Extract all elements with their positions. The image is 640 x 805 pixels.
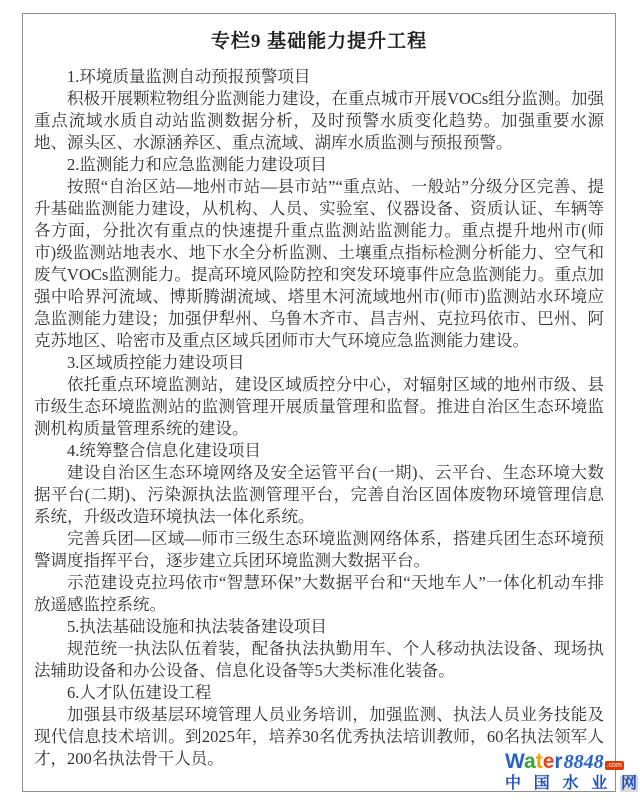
section-2-heading: 2.监测能力和应急监测能力建设项目: [67, 155, 327, 174]
watermark-brand-row: [505, 751, 638, 772]
section-6-heading: 6.人才队伍建设工程: [67, 683, 212, 702]
section-3-heading: 3.区域质控能力建设项目: [67, 353, 245, 372]
site-name-chinese: [505, 776, 638, 792]
section-4-paragraph-3: 示范建设克拉玛依市“智慧环保”大数据平台和“天地车人”一体化机动车排放遥感监控系统。: [34, 573, 604, 614]
site-name-char: 中: [505, 775, 522, 792]
section-5-paragraph: 规范统一执法队伍着装，配备执法执勤用车、个人移动执法设备、现场执法辅助设备和办公设备、信息化设备等5大类标准化装备。: [34, 639, 604, 680]
section-4-paragraph-1: 建设自治区生态环境网络及安全运管平台(一期)、云平台、生态环境大数据平台(二期)、污染源执法监测管理平台，完善自治区固体废物环境管理信息系统，升级改造环境执法一体化系统。: [34, 463, 604, 526]
water8848-domain-badge: .com: [606, 762, 622, 769]
section-4-paragraph-2: 完善兵团—区域—师市三级生态环境监测网络体系，搭建兵团生态环境预警调度指挥平台，逐步建立兵团环境监测大数据平台。: [34, 529, 604, 570]
page-title: 专栏9 基础能力提升工程: [210, 31, 428, 52]
water-letter: t: [535, 750, 543, 773]
document-body: [34, 66, 604, 773]
section-6-paragraph: 加强县市级基层环境管理人员业务培训，加强监测、执法人员业务技能及现代信息技术培训。到2025年，培养30名优秀执法培训教师，60名执法领军人才，200名执法骨干人员。: [34, 705, 604, 768]
watermark-logo: [505, 751, 638, 792]
water8848-number: 8848: [563, 751, 604, 773]
section-5-heading: 5.执法基础设施和执法装备建设项目: [67, 617, 327, 636]
section-1-paragraph: 积极开展颗粒物组分监测能力建设，在重点城市开展VOCs组分监测。加强重点流域水质自动站监测数据分析，及时预警水质变化趋势。加强重要水源地、源头区、水源涵养区、重点流域、湖库水质监测与预报预警。: [34, 89, 604, 152]
section-4-heading: 4.统筹整合信息化建设项目: [67, 441, 261, 460]
water8848-wordmark: [505, 751, 563, 772]
column-box-frame: [22, 13, 616, 792]
water-letter: a: [524, 750, 536, 773]
section-1-heading: 1.环境质量监测自动预报预警项目: [67, 67, 311, 86]
site-name-char: 国: [533, 775, 550, 792]
site-name-char: 水: [562, 775, 579, 792]
site-name-char: 业: [591, 775, 608, 792]
water-letter: e: [542, 750, 555, 773]
section-3-paragraph: 依托重点环境监测站，建设区域质控分中心，对辐射区域的地州市级、县市级生态环境监测站的监测管理开展质量管理和监督。推进自治区生态环境监测机构质量管理系统的建设。: [34, 375, 604, 438]
water-letter: W: [505, 750, 525, 773]
site-name-char: 网: [620, 775, 637, 792]
section-2-paragraph: 按照“自治区站—地州市站—县市站”“重点站、一般站”分级分区完善、提升基础监测能力建设，从机构、人员、实验室、仪器设备、资质认证、车辆等各方面，分批次有重点的快速提升重点监测站监测能力。重点提升地州市(师市)级监测站地表水、地下水全分析监测、土壤重点指标检测分析能力、空气和废气VOCs监测能力。提高环境风险防控和突发环境事件应急监测能力。重点加强中哈界河流域、博斯腾湖流域、塔里木河流域地州市(师市)监测站水环境应急监测能力建设；加强伊犁州、乌鲁木齐市、昌吉州、克拉玛依市、巴州、阿克苏地区、哈密市及重点区域兵团师市大气环境应急监测能力建设。: [34, 177, 604, 350]
water-letter: r: [554, 750, 563, 773]
